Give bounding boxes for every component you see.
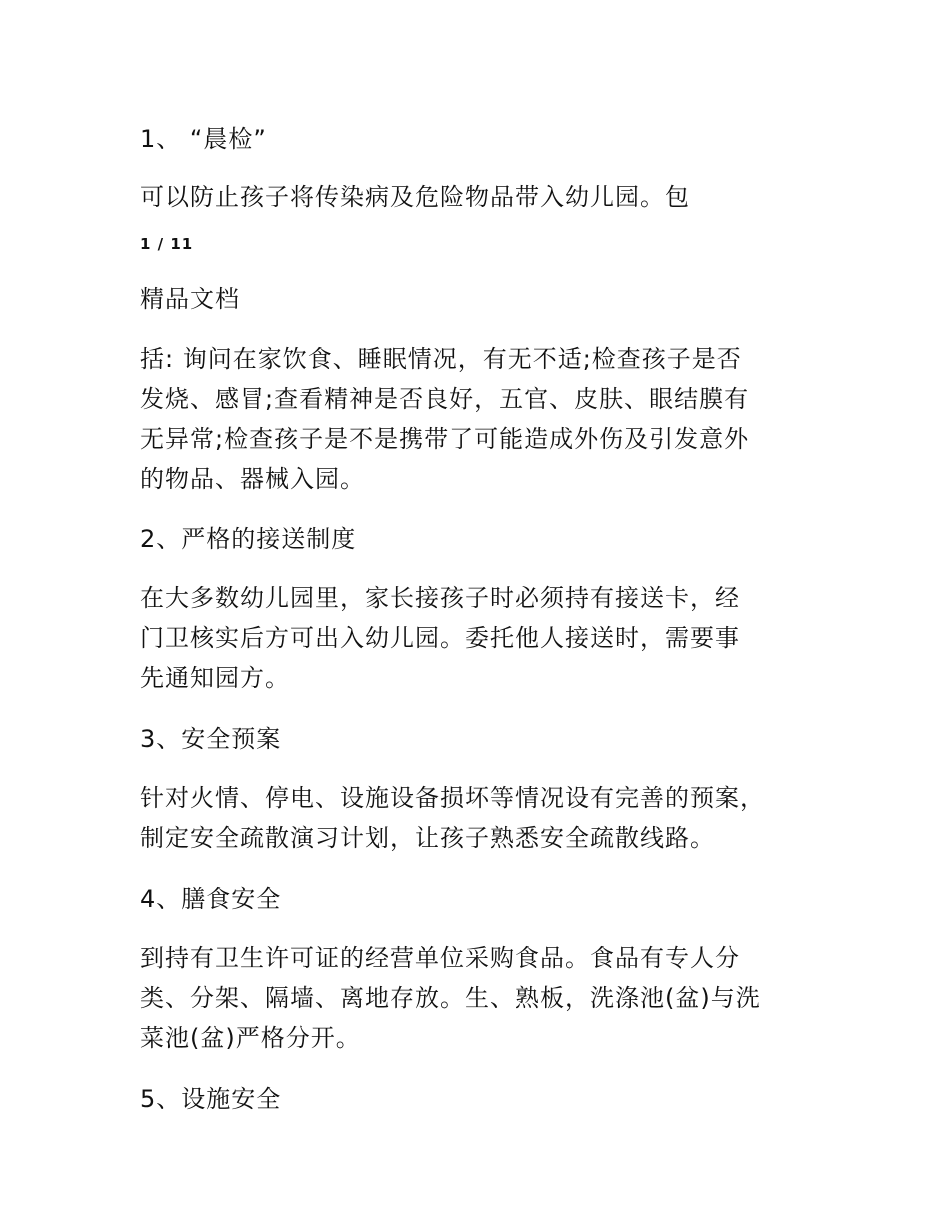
text-line: 发烧、感冒;查看精神是否良好，五官、皮肤、眼结膜有 <box>140 385 750 413</box>
text-line: 无异常;检查孩子是不是携带了可能造成外伤及引发意外 <box>140 425 750 453</box>
section-heading-5: 5、设施安全 <box>140 1085 282 1113</box>
section-heading-2: 2、严格的接送制度 <box>140 525 357 553</box>
text-line: 到持有卫生许可证的经营单位采购食品。食品有专人分 <box>140 944 740 972</box>
paragraph-2 <box>140 578 830 698</box>
section-heading-1: 1、 “晨检” <box>140 125 267 153</box>
text-line: 先通知园方。 <box>140 664 290 692</box>
text-line: 的物品、器械入园。 <box>140 465 365 493</box>
text-line: 类、分架、隔墙、离地存放。生、熟板，洗涤池(盆)与洗 <box>140 984 761 1012</box>
text-line: 括: 询问在家饮食、睡眠情况，有无不适;检查孩子是否 <box>140 345 742 373</box>
text-line: 针对火情、停电、设施设备损坏等情况设有完善的预案， <box>140 784 765 812</box>
text-line: 在大多数幼儿园里，家长接孩子时必须持有接送卡，经 <box>140 584 740 612</box>
section-heading-3: 3、安全预案 <box>140 725 282 753</box>
paragraph-3 <box>140 778 830 858</box>
section-heading-4: 4、膳食安全 <box>140 885 282 913</box>
paragraph-1-start: 可以防止孩子将传染病及危险物品带入幼儿园。包 <box>140 183 690 211</box>
paragraph-4 <box>140 938 830 1058</box>
text-line: 菜池(盆)严格分开。 <box>140 1024 361 1052</box>
page-number: 1 / 11 <box>140 235 194 253</box>
page-header-label: 精品文档 <box>140 285 240 313</box>
text-line: 制定安全疏散演习计划，让孩子熟悉安全疏散线路。 <box>140 824 715 852</box>
paragraph-1-continued <box>140 339 830 499</box>
text-line: 门卫核实后方可出入幼儿园。委托他人接送时，需要事 <box>140 624 740 652</box>
